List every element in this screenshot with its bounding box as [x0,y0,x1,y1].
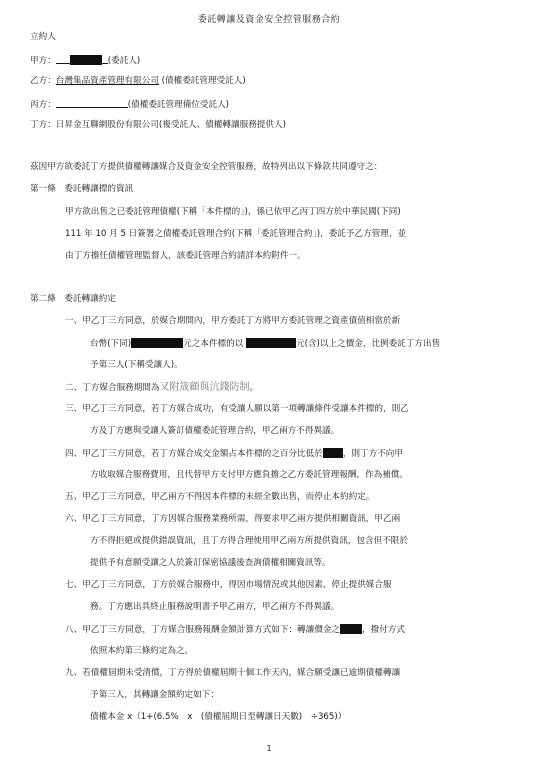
clause-6-line: 六、甲乙丁三方同意，丁方因媒合服務業務所需，得要求甲乙兩方提供相關資訊，甲乙兩 [65,514,401,524]
clause-4-line [65,448,403,460]
clause-text: 元之本件標的以 [183,339,244,349]
clause-1-line: 予第三人(下稱受讓人)。 [90,360,183,370]
clause-3-line: 方及丁方應與受讓人簽訂債權委託管理合約，甲乙兩方不得異議。 [90,426,340,436]
clause-8-line: 依照本約第三條約定為之。 [90,646,194,656]
clause-text: 元(含)以上之價金，比例委託丁方出售 [296,339,441,349]
clause-text: ，則丁方不向甲 [342,449,403,459]
party-b-name: 台灣集品資產管理有限公司 [55,76,159,86]
party-a-suffix: (委託人) [107,56,141,66]
party-c-label: 丙方： [30,100,56,110]
redaction-block [70,55,102,65]
clause-text: ，撥付方式 [362,625,405,635]
clause-text: 台幣(下同) [90,339,132,349]
party-c-line [30,98,229,111]
party-b-label: 乙方： [30,76,56,86]
party-a-label: 甲方： [30,56,56,66]
redaction-block [340,624,362,634]
article-1-line: 111 年 10 月 5 日簽署之債權委託管理合約(下稱「委託管理合約」)，委託予乙方管理，並 [65,229,407,239]
redaction-block [323,448,343,458]
party-a-line [30,54,140,67]
clause-7-line: 務。丁方應出具終止服務說明書予甲乙兩方，甲乙兩方不得異議。 [90,602,340,612]
clause-1-line [90,338,440,350]
clause-7-line: 七、甲乙丁三方同意，丁方於媒合服務中，得因市場情況或其他因素，停止提供媒合服 [65,580,392,590]
party-d-line [30,120,286,131]
intro-paragraph: 茲因甲方欲委託丁方提供債權轉讓媒合及資金安全控管服務，故特列出以下條款共同遵守之： [30,162,383,172]
clause-text: 四、甲乙丁三方同意，若丁方媒合成交金額占本件標的之百分比低於 [65,449,323,459]
clause-text: 八、甲乙丁三方同意，丁方媒合服務報酬金額計算方式如下：轉讓價金之 [65,625,341,635]
redaction-block [246,338,296,348]
clause-text: 二、丁方媒合服務期間為 [65,383,160,393]
party-d-text: 日昇金互聯網股份有限公司(複受託人、債權轉讓服務提供人) [55,120,286,130]
page-number: 1 [266,744,272,753]
article-1-line: 由丁方擔任債權管理監督人，該委託管理合約請詳本約附件一。 [65,251,306,261]
clause-4-line: 方收取媒合服務費用，且代替甲方支付甲方應負擔之乙方委託管理報酬，作為補償。 [90,470,408,480]
parties-heading: 立約人 [30,32,56,42]
clause-8-line [65,624,405,636]
party-c-suffix: (債權委託管理備位受託人) [127,100,230,110]
party-d-label: 丁方： [30,120,56,130]
contract-title: 委託轉讓及資金安全控管服務合約 [197,15,341,25]
blank-underline [56,54,70,64]
article-2-heading: 第二條 委託轉讓約定 [30,294,116,304]
party-b-suffix: (債權委託管理受託人) [161,76,246,86]
clause-5-line: 五、甲乙丁三方同意，甲乙兩方不得因本件標的未經全數出售，而停止本約約定。 [65,492,375,502]
redaction-block [131,338,183,348]
clause-3-line: 三、甲乙丁三方同意，若丁方媒合成功，有受讓人願以第一項轉讓條件受讓本件標的，則乙 [65,404,409,414]
clause-2-line [65,382,258,394]
clause-6-line: 方不得拒絕或提供錯誤資訊，且丁方得合理使用甲乙兩方所提供資訊，包含但不限於 [90,536,408,546]
faded-overlay-text: 又附筬顧與沆錢防制 [159,382,250,393]
clause-6-line: 提供予有意願受讓之人於簽訂保密協議後查詢債權相關資訊等。 [90,558,331,568]
article-1-heading: 第一條 委託轉讓標的資訊 [30,184,134,194]
clause-1-line: 一、甲乙丁三方同意，於媒合期間內，甲方委託丁方將甲方委託管理之資產債值相當於新 [65,316,401,326]
clause-9-line: 九、若債權屆期未受清償，丁方得於債權屆期十個工作天內，媒合願受讓已逾期債權轉讓 [65,668,401,678]
party-b-line [30,76,246,87]
blank-underline [56,98,128,108]
clause-9-line: 予第三人，其轉讓金額約定如下： [90,690,219,700]
clause-text: 。 [249,383,259,393]
clause-9-formula: 債權本金 x（1+(6.5% x (債權屆期日至轉讓日天數) ÷365)） [90,712,347,722]
article-1-line: 甲方欲出售之已委託管理債權(下稱「本件標的」)，係已依甲乙丙丁四方於中華民國(下同) [65,207,401,217]
